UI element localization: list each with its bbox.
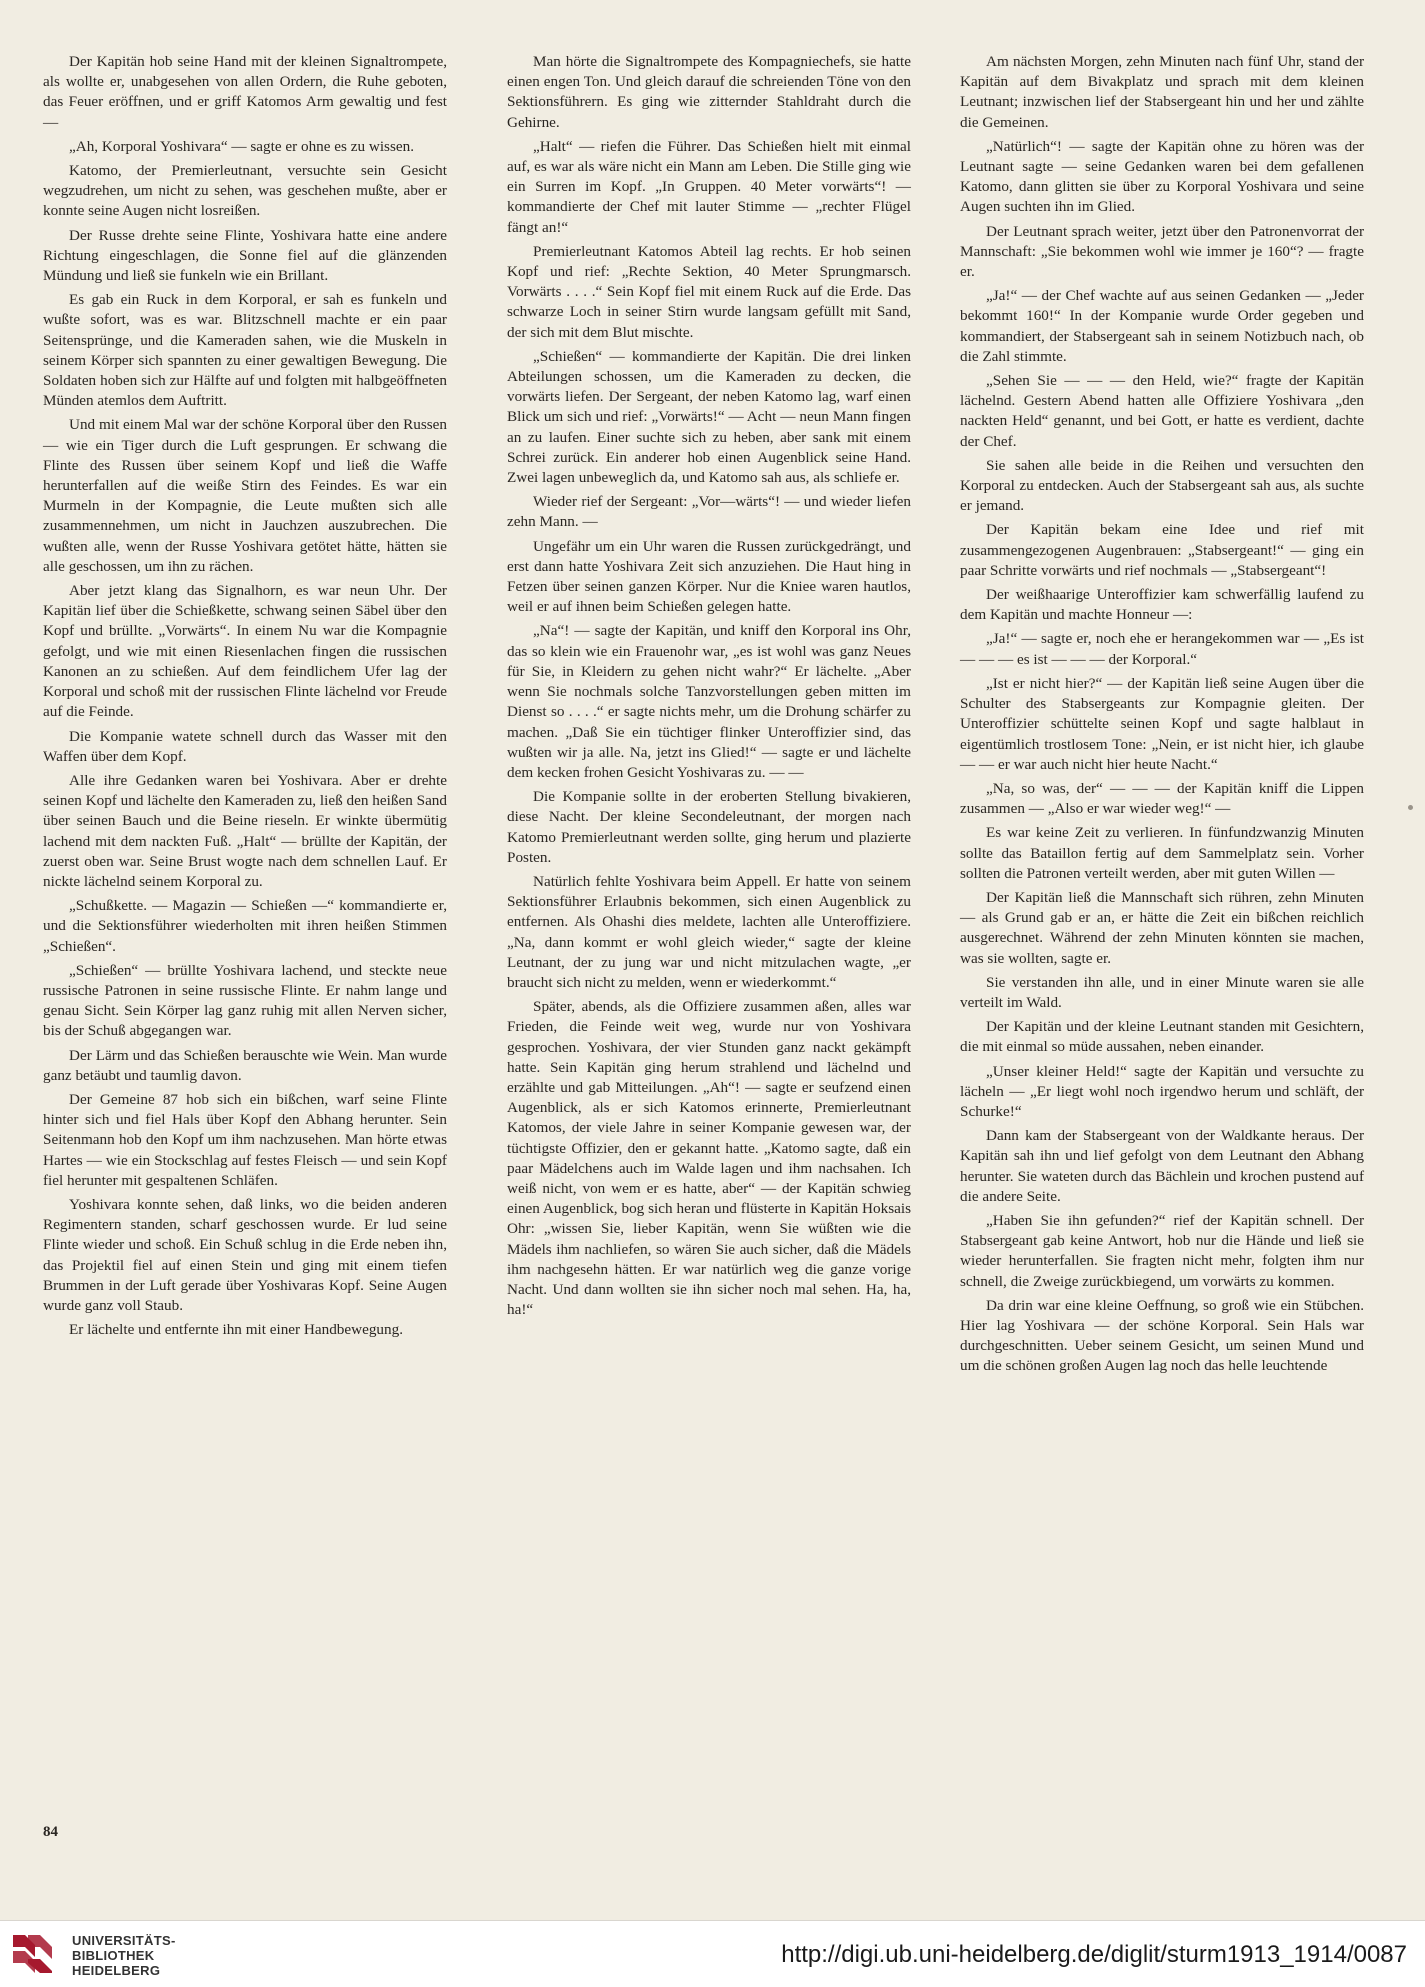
paragraph: Und mit einem Mal war der schöne Korporal über den Russen — wie ein Tiger durch die Luft gesprungen. Er schwang die Flinte des Russen über seinem Kopf und ließ die Waffe herunterfallen auf die weiße Stirn des Feindes. Es war ein Murmeln in der Kompagnie, die Leute mußten sich alle zusammennehmen, um nicht in Jauchzen auszubrechen. Die wußten alle, wenn der Russe Yoshivara getötet hätte, hätten sie alle geschossen, um ihn zu rächen. [43,416,447,575]
margin-speck [1408,805,1413,810]
text-column-middle [507,52,911,1324]
paragraph: „Schießen“ — kommandierte der Kapitän. Die drei linken Abteilungen schossen, um die Kameraden zu decken, die vorwärts liefen. Der Sergeant, der neben Katomo lag, warf einen Blick um sich und rief: „Vorwärts!“ — Acht — neun Mann fingen an zu laufen. Einer suchte sich zu heben, aber sank mit einem Schrei zurück. Ein anderer hob einen Augenblick seine Hand. Zwei lagen unbeweglich da, und Katomo sah aus, als schliefe er. [507,347,911,487]
paragraph: Dann kam der Stabsergeant von der Waldkante heraus. Der Kapitän sah ihn und lief gefolgt von dem Leutnant den Abhang herunter. Sie wateten durch das Bächlein und krochen pustend auf die andere Seite. [960,1127,1364,1205]
paragraph: „Na“! — sagte der Kapitän, und kniff den Korporal ins Ohr, das so klein wie ein Frauenohr war, „es ist wohl was ganz Neues für Sie, in Kleidern zu gehen nicht wahr?“ Er lächelte. „Aber wenn Sie nochmals solche Tanzvorstellungen geben mitten im Dienst so . . . .“ er sagte nichts mehr, um die Drohung schärfer zu machen. „Daß Sie ein tüchtiger flinker Unteroffizier sind, das wußten wir ja alle. Na, jetzt ins Glied!“ — sagte er und lächelte dem kecken frohen Gesicht Yoshivaras zu. — — [507,622,911,781]
paragraph: Da drin war eine kleine Oeffnung, so groß wie ein Stübchen. Hier lag Yoshivara — der schöne Korporal. Sein Hals war durchgeschnitten. Ueber seinem Gesicht, um seinen Mund und um die schönen großen Augen lag noch das helle leuchtende [960,1296,1364,1375]
paragraph: Aber jetzt klang das Signalhorn, es war neun Uhr. Der Kapitän lief über die Schießkette, schwang seinen Säbel über den Kopf und brüllte. „Vorwärts“. In einem Nu war die Kompagnie gefolgt, und wie mit einen Riesenlachen fingen die russischen Kanonen an zu schießen. Auf dem feindlichem Ufer lag der Korporal und schoß mit der russischen Flinte lächelnd vor Freude auf die Feinde. [43,582,447,721]
paragraph: Sie sahen alle beide in die Reihen und versuchten den Korporal zu entdecken. Auch der Stabsergeant sah aus, als suchte er jemand. [960,456,1364,515]
paragraph: Alle ihre Gedanken waren bei Yoshivara. Aber er drehte seinen Kopf und lächelte den Kameraden zu, ließ den heißen Sand über seinen Bauch und die Beine rieseln. Er winkte übermütig lachend mit dem nackten Fuß. „Halt“ — brüllte der Kapitän, der zuerst oben war. Seine Brust wogte nach dem schnellen Lauf. Er nickte lächelnd seinem Korporal zu. [43,771,447,890]
paragraph: Premierleutnant Katomos Abteil lag rechts. Er hob seinen Kopf und rief: „Rechte Sektion, 40 Meter Sprungmarsch. Vorwärts . . . .“ Sein Kopf fiel mit einem Ruck auf die Erde. Das schwarze Loch in seiner Stirn wurde langsam gefüllt mit Sand, der sich mit dem Blut mischte. [507,242,911,341]
paragraph: „Na, so was, der“ — — — der Kapitän kniff die Lippen zusammen — „Also er war wieder weg!“ — [960,779,1364,818]
paragraph: Der Kapitän und der kleine Leutnant standen mit Gesichtern, die mit einmal so müde aussahen, neben einander. [960,1018,1364,1056]
viewer-footer [0,1920,1425,1987]
paragraph: Er lächelte und entfernte ihn mit einer Handbewegung. [69,1321,403,1339]
paragraph: „Ja!“ — der Chef wachte auf aus seinen Gedanken — „Jeder bekommt 160!“ In der Kompanie wurde Order gegeben und kommandiert, der Stabsergeant sah in seinem Notizbuch nach, ob die Zahl stimmte. [960,287,1364,365]
paragraph: Der Kapitän ließ die Mannschaft sich rühren, zehn Minuten — als Grund gab er an, er hätte die Zeit ein bißchen reichlich ausgerechnet. Während der zehn Minuten könnten sie machen, was sie wollten, sagte er. [960,888,1364,967]
paragraph: „Haben Sie ihn gefunden?“ rief der Kapitän schnell. Der Stabsergeant gab keine Antwort, hob nur die Hände und ließ sie wieder herunterfallen. Sie fragten nicht mehr, folgten ihm nur schnell, die Zweige zurückbiegend, um vorwärts zu kommen. [960,1211,1364,1290]
paragraph: Der Gemeine 87 hob sich ein bißchen, warf seine Flinte hinter sich und fiel Hals über Kopf den Abhang herunter. Sein Seitenmann hob den Kopf um ihm nachzusehen. Man hörte etwas Hartes — wie ein Stockschlag auf festes Fleisch — und sein Kopf fiel herunter mit gespaltenen Schläfen. [43,1090,447,1189]
library-name-line: UNIVERSITÄTS- [72,1933,176,1948]
text-column-right [960,52,1364,1381]
paragraph: Der Russe drehte seine Flinte, Yoshivara hatte eine andere Richtung eingeschlagen, die Sonne fiel auf die glänzenden Mündung und ließ sie funkeln wie ein Brillant. [43,226,447,285]
university-library-logo-icon [8,1929,58,1979]
paragraph: Yoshivara konnte sehen, daß links, wo die beiden anderen Regimentern standen, scharf geschossen wurde. Er lud seine Flinte wieder und schoß. Ein Schuß schlug in die Erde neben ihn, das Projektil fiel auf einen Stein und ging mit einem tiefen Brummen in der Luft gerade über Yoshivaras Kopf. Seine Augen wurde ganz voll Staub. [43,1195,447,1314]
paragraph: Katomo, der Premierleutnant, versuchte sein Gesicht wegzudrehen, um nicht zu sehen, was geschehen mußte, aber er konnte seine Augen nicht losreißen. [43,162,447,220]
paragraph: Ungefähr um ein Uhr waren die Russen zurückgedrängt, und erst dann hatte Yoshivara Zeit sich anzuziehen. Die Haut hing in Fetzen über seinen ganzen Körper. Nur die Kniee waren hautlos, weil er auf ihnen beim Schießen gelegen hatte. [507,537,911,616]
library-name-line: HEIDELBERG [72,1963,161,1978]
paragraph: Der Kapitän hob seine Hand mit der kleinen Signaltrompete, als wollte er, unabgesehen von allen Ordern, die Ruhe geboten, das Feuer eröffnen, und er griff Katomos Arm gewaltig und fest — [43,53,447,131]
paragraph: Am nächsten Morgen, zehn Minuten nach fünf Uhr, stand der Kapitän auf dem Bivakplatz und sprach mit dem kleinen Leutnant; inzwischen lief der Stabsergeant hin und her und zählte die Gemeinen. [960,53,1364,131]
paragraph: „Natürlich“! — sagte der Kapitän ohne zu hören was der Leutnant sagte — seine Gedanken waren bei dem gefallenen Katomo, dann glitten sie über zu Korporal Yoshivara und seine Augen suchten ihn im Glied. [960,137,1364,216]
paragraph: „Schußkette. — Magazin — Schießen —“ kommandierte er, und die Sektionsführer wiederholten mit ihren heißen Stimmen „Schießen“. [43,897,447,955]
paragraph: „Schießen“ — brüllte Yoshivara lachend, und steckte neue russische Patronen in seine russische Flinte. Er nahm lange und genau Sicht. Sein Körper lag ganz ruhig mit allen Nerven sicher, bis der Schuß abgegangen war. [43,961,447,1040]
paragraph: Es gab ein Ruck in dem Korporal, er sah es funkeln und wußte sofort, was es war. Blitzschnell machte er ein paar Seitensprünge, und die Kameraden sahen, wie die Muskeln in seinem Körper sich spannten zu einer gewaltigen Bewegung. Die Soldaten hoben sich zur Hälfte auf und folgten mit halbgeöffneten Münden atemlos dem Auftritt. [43,291,447,410]
text-column-left [43,52,447,1344]
paragraph: „Ah, Korporal Yoshivara“ — sagte er ohne es zu wissen. [69,137,415,155]
source-url-link[interactable]: http://digi.ub.uni-heidelberg.de/diglit/sturm1913_1914/0087 [781,1941,1407,1968]
page-number: 84 [43,1824,58,1840]
paragraph: Man hörte die Signaltrompete des Kompagniechefs, sie hatte einen engen Ton. Und gleich darauf die schreienden Töne von den Sektionsführern. Es ging wie zitternder Stahldraht durch die Gehirne. [507,53,911,131]
library-name [72,1933,176,1978]
paragraph: „Ja!“ — sagte er, noch ehe er herangekommen war — „Es ist — — — es ist — — — der Korporal.“ [960,630,1364,668]
library-name-line: BIBLIOTHEK [72,1948,155,1963]
paragraph: Später, abends, als die Offiziere zusammen aßen, alles war Frieden, die Feinde weit weg, wurde nur von Yoshivara gesprochen. Yoshivara, der vier Stunden ganz nackt gekämpft hatte. Sein Kapitän ging herum strahlend und lächelnd und erzählte und gab Mitteilungen. „Ah“! — sagte er seufzend einen Augenblick, als er sich Katomos erinnerte, Premierleutnant Katomos, der viele Jahre in seiner Kompanie gewesen war, der tüchtigste Offizier, den er gekannt hatte. „Katomo sagte, daß ein paar Mädelchens auch im Walde lagen und ihm nachsahen. Ich weiß nicht, von wem er es hatte, aber“ — der Kapitän schwieg einen Augenblick, bog sich heran und flüsterte in Kapitän Hoksais Ohr: „wissen Sie, lieber Kapitän, wenn Sie wüßten wie die Mädels ihm nachliefen, so wären Sie auch sicher, daß die Mädels ihm nachgesehn hätten. Er war natürlich weg die ganze vorige Nacht. Und dann wollten sie ihn sicher noch mal sehen. Ha, ha, ha!“ [507,998,911,1319]
paragraph: „Ist er nicht hier?“ — der Kapitän ließ seine Augen über die Schulter des Stabsergeants zur Kompagnie gleiten. Der Unteroffizier schüttelte seinen Kopf und sagte halblaut in eigentümlich trostlosem Tone: „Nein, er ist nicht hier, ich glaube — — er war auch nicht hier heute Nacht.“ [960,674,1364,773]
paragraph: Der weißhaarige Unteroffizier kam schwerfällig laufend zu dem Kapitän und machte Honneur —: [960,586,1364,624]
paragraph: Wieder rief der Sergeant: „Vor—wärts“! — und wieder liefen zehn Mann. — [507,493,911,531]
paragraph: „Halt“ — riefen die Führer. Das Schießen hielt mit einmal auf, es war als wäre nicht ein Mann am Leben. Die Stille ging wie ein Surren im Kopf. „In Gruppen. 40 Meter vorwärts“! — kommandierte der Chef mit lauter Stimme — „rechter Flügel fängt an!“ [507,137,911,236]
paragraph: Es war keine Zeit zu verlieren. In fünfundzwanzig Minuten sollte das Bataillon fertig auf dem Sammelplatz sein. Vorher sollten die Patronen verteilt werden, aber mit guten Willen — [960,824,1364,882]
paragraph: Die Kompanie watete schnell durch das Wasser mit den Waffen über dem Kopf. [43,727,447,765]
paragraph: Die Kompanie sollte in der eroberten Stellung bivakieren, diese Nacht. Der kleine Secondeleutnant, der morgen nach Katomo Premierleutnant werden sollte, ging herum und plazierte Posten. [507,788,911,866]
paragraph: Der Kapitän bekam eine Idee und rief mit zusammengezogenen Augenbrauen: „Stabsergeant!“ — ging ein paar Schritte vorwärts und rief nochmals — „Stabsergeant“! [960,521,1364,579]
paragraph: Natürlich fehlte Yoshivara beim Appell. Er hatte von seinem Sektionsführer Erlaubnis bekommen, sich einen Augenblick zu entfernen. Als Ohashi dies meldete, lachten alle Unteroffiziere. „Na, dann kommt er wohl gleich wieder,“ sagte der kleine Leutnant, der zu jung war und nicht mitzulachen wagte, „er braucht sich nicht zu melden, wenn er wiederkommt.“ [507,872,911,991]
paragraph: Der Leutnant sprach weiter, jetzt über den Patronenvorrat der Mannschaft: „Sie bekommen wohl wie immer je 160“? — fragte er. [960,222,1364,281]
paragraph: Sie verstanden ihn alle, und in einer Minute waren sie alle verteilt im Wald. [960,973,1364,1011]
paragraph: „Unser kleiner Held!“ sagte der Kapitän und versuchte zu lächeln — „Er liegt wohl noch irgendwo herum und schläft, der Schurke!“ [960,1062,1364,1120]
paragraph: Der Lärm und das Schießen berauschte wie Wein. Man wurde ganz betäubt und taumlig davon. [43,1046,447,1084]
paragraph: „Sehen Sie — — — den Held, wie?“ fragte der Kapitän lächelnd. Gestern Abend hatten alle Offiziere Yoshivara „den nackten Held“ genannt, und bei Gott, er hatte es verdient, dachte der Chef. [960,372,1364,450]
